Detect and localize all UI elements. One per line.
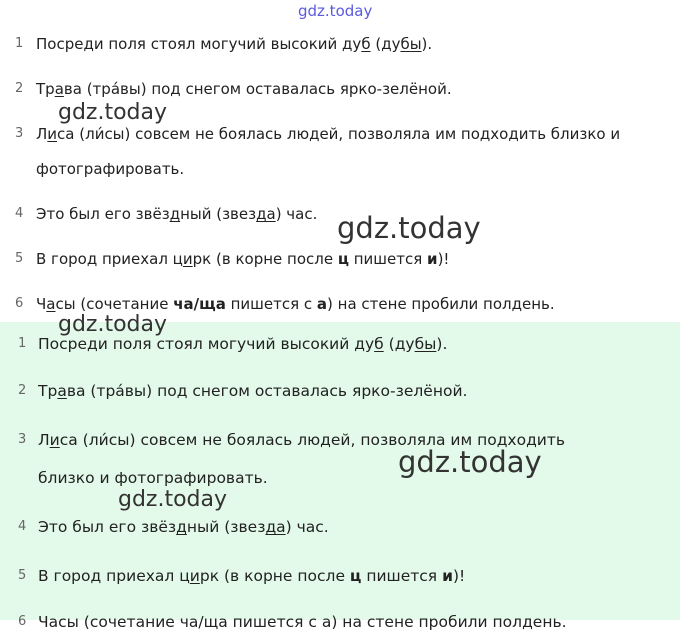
sentence-4: Это был его звёздный (звезда) час. [38,518,329,536]
sentence-3: Лиса (ли́сы) совсем не боялась людей, позволяла им подходить близко и [36,125,621,143]
watermark: gdz.today [118,487,228,512]
sentence-2: Трава (тра́вы) под снегом оставалась ярко-зелёной. [38,382,468,400]
sentence-3-continued: близко и фотографировать. [38,469,268,487]
line-number: 1 [15,36,24,51]
watermark: gdz.today [58,312,168,337]
sentence-5: В город приехал цирк (в корне после ц пишется и)! [36,250,450,268]
sentence-3: Лиса (ли́сы) совсем не боялась людей, позволяла им подходить [38,431,566,449]
line-number: 5 [18,568,27,583]
sentence-1: Посреди поля стоял могучий высокий дуб (дубы). [36,35,433,53]
watermark: gdz.today [337,211,481,245]
answer-block-2 [0,312,680,631]
line-number: 3 [18,432,27,447]
watermark-top: gdz.today [298,2,373,20]
line-number: 4 [18,519,27,534]
sentence-6: Часы (сочетание ча/ща пишется с а) на стене пробили полдень. [36,295,555,313]
sentence-1: Посреди поля стоял могучий высокий дуб (дубы). [38,335,448,353]
line-number: 6 [15,296,24,311]
line-number: 1 [18,336,27,351]
sentence-4: Это был его звёздный (звезда) час. [36,205,318,223]
line-number: 2 [18,383,27,398]
watermark: gdz.today [58,100,168,125]
sentence-2: Трава (тра́вы) под снегом оставалась ярко-зелёной. [36,80,452,98]
sentence-6: Часы (сочетание ча/ща пишется с а) на стене пробили полдень. [38,613,567,631]
line-number: 5 [15,251,24,266]
line-number: 2 [15,81,24,96]
line-number: 3 [15,126,24,141]
sentence-5: В город приехал цирк (в корне после ц пишется и)! [38,567,466,585]
sentence-3-continued: фотографировать. [36,160,185,178]
line-number: 6 [18,614,27,629]
line-number: 4 [15,206,24,221]
watermark: gdz.today [398,445,542,479]
